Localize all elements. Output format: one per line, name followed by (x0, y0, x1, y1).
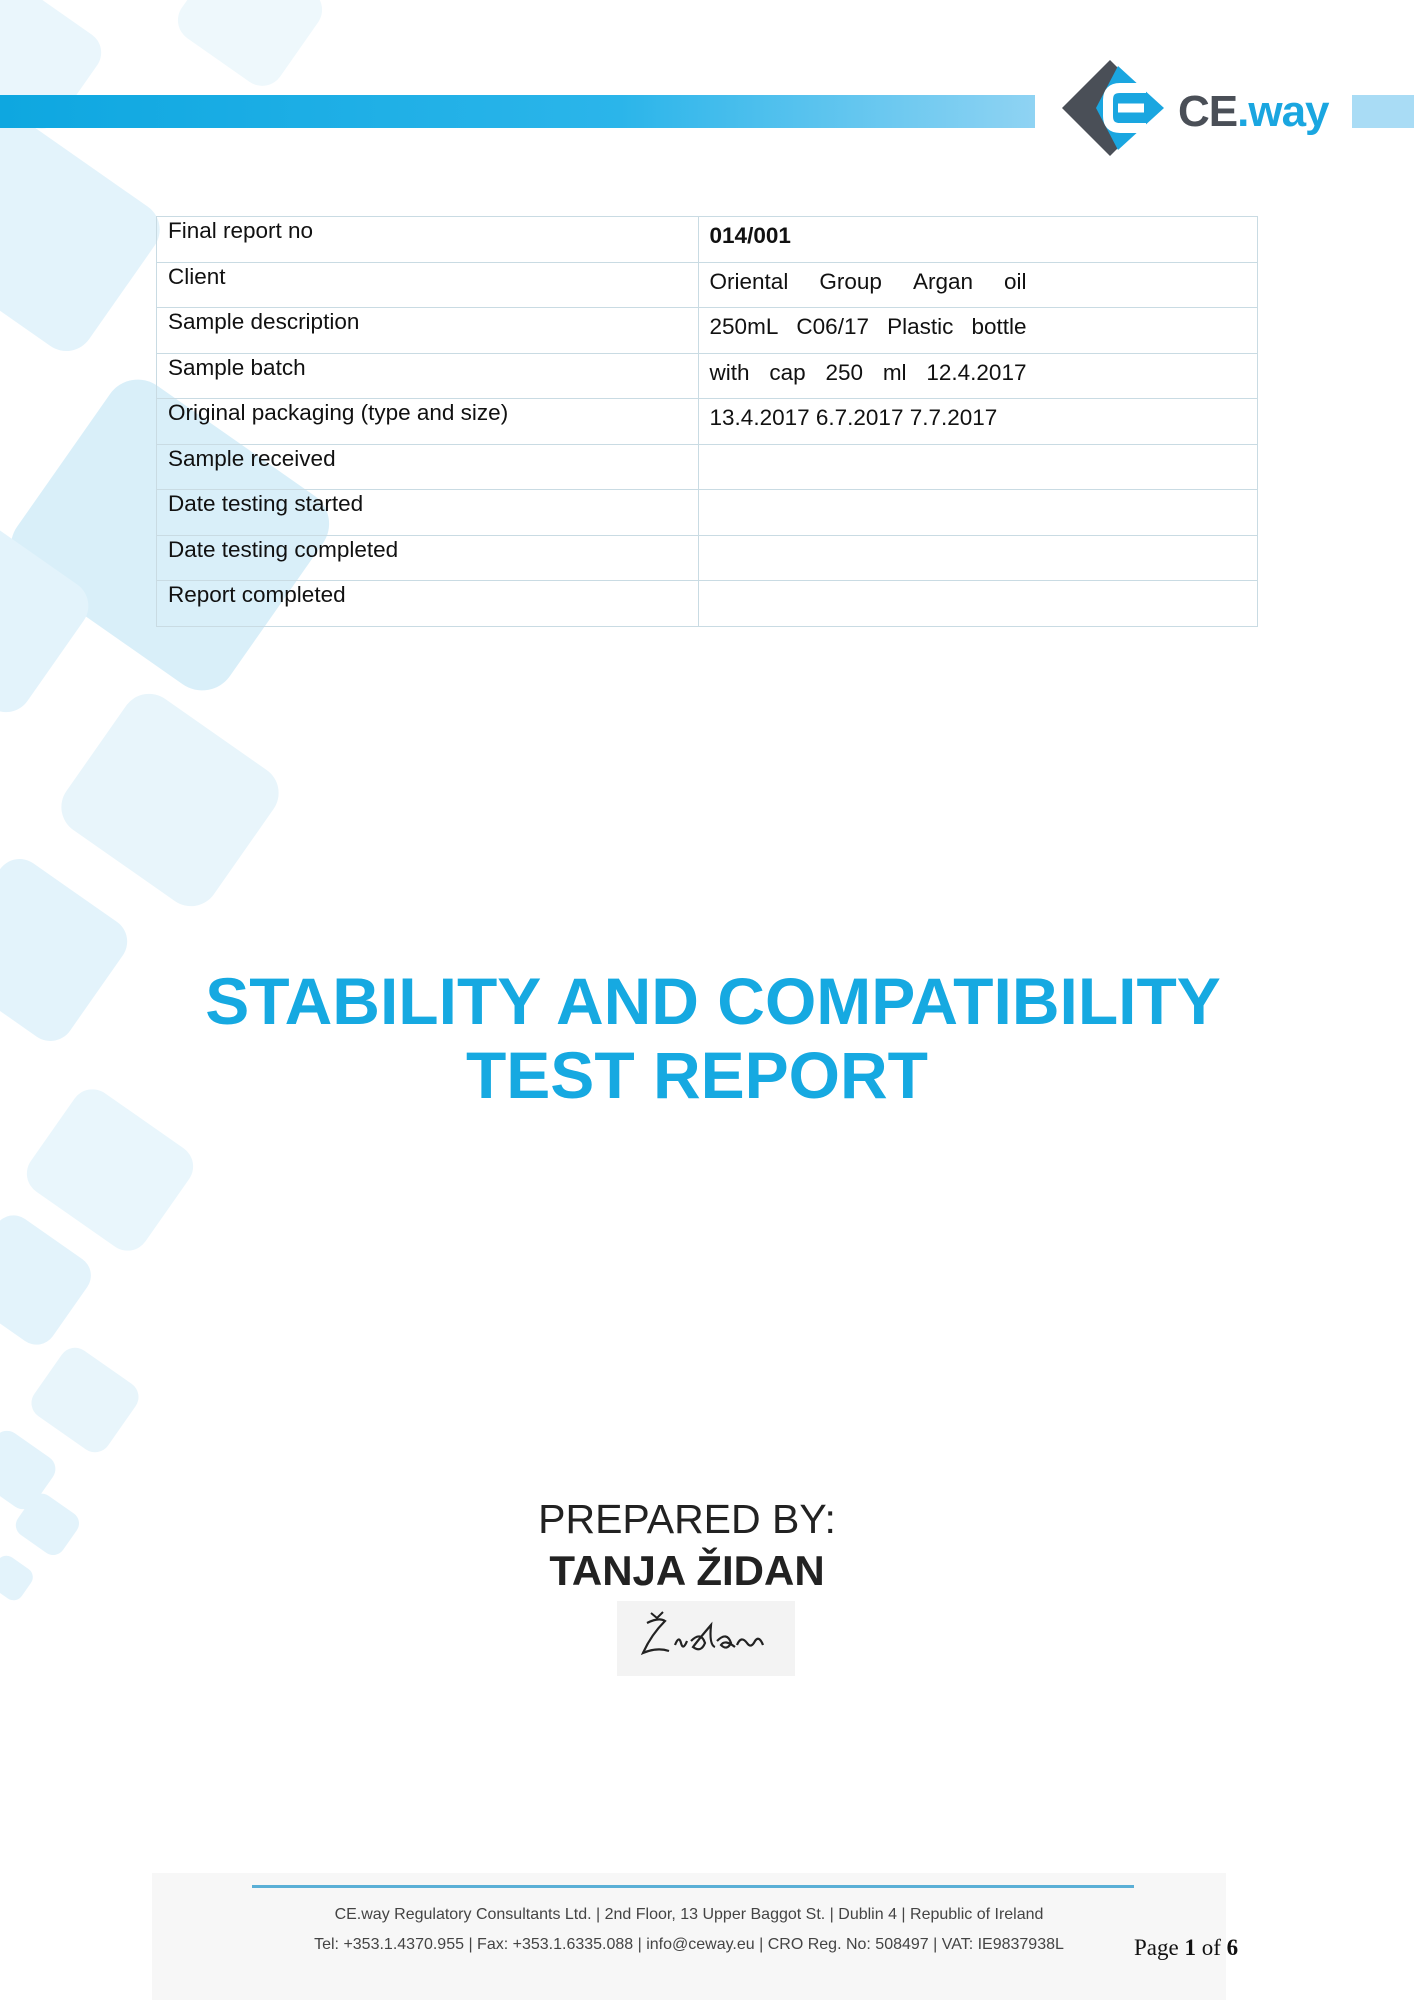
value-word: with (709, 359, 750, 385)
row-label: Date testing started (157, 490, 699, 536)
signature-image (617, 1601, 795, 1676)
table-row (157, 444, 1258, 490)
footer-divider (252, 1885, 1134, 1888)
sample-description-value (698, 308, 1257, 354)
row-label: Sample batch (157, 353, 699, 399)
value-word: oil (1004, 268, 1027, 294)
date-completed-value (698, 535, 1257, 581)
row-label: Report completed (157, 581, 699, 627)
ceway-logo-text (1178, 87, 1329, 137)
value-word: 250mL (709, 314, 779, 339)
value-word: Argan (912, 268, 973, 294)
value-word: C06/17 (796, 314, 869, 339)
logo-way: .way (1237, 87, 1329, 136)
sample-batch-value (698, 353, 1257, 399)
table-row (157, 217, 1258, 263)
client-value (698, 262, 1257, 308)
row-label: Client (157, 262, 699, 308)
report-title-line2: TEST REPORT (465, 1038, 929, 1112)
value-word: cap (769, 359, 806, 385)
header-bar (0, 95, 1035, 128)
value-word: 12.4.2017 (926, 359, 1027, 385)
row-label: Date testing completed (157, 535, 699, 581)
final-report-no-value: 014/001 (698, 217, 1257, 263)
report-info-table (156, 216, 1258, 627)
footer-contact: Tel: +353.1.4370.955 | Fax: +353.1.6335.088 | info@ceway.eu | CRO Reg. No: 508497 | VAT: IE9837938L (314, 1936, 1064, 1953)
header-bar-end (1352, 95, 1414, 128)
row-label: Final report no (157, 217, 699, 263)
row-label: Original packaging (type and size) (157, 399, 699, 445)
value-word: Plastic (887, 314, 954, 339)
table-row (157, 308, 1258, 354)
footer-address: CE.way Regulatory Consultants Ltd. | 2nd Floor, 13 Upper Baggot St. | Dublin 4 | Republic of Ireland (334, 1906, 1044, 1923)
page-total: 6 (1226, 1935, 1239, 1960)
row-label: Sample received (157, 444, 699, 490)
report-completed-value (698, 581, 1257, 627)
value-word: Group (819, 268, 882, 294)
table-row (157, 399, 1258, 445)
signature-icon (617, 1601, 795, 1676)
value-word: Oriental (709, 268, 789, 294)
preparer-name: TANJA ŽIDAN (549, 1547, 825, 1594)
table-row (157, 535, 1258, 581)
page-current: 1 (1184, 1935, 1196, 1960)
date-started-value (698, 490, 1257, 536)
table-row (157, 262, 1258, 308)
prepared-by-label: PREPARED BY: (538, 1496, 836, 1542)
page-number (1134, 1935, 1238, 1961)
packaging-value: 13.4.2017 6.7.2017 7.7.2017 (698, 399, 1257, 445)
table-row (157, 581, 1258, 627)
table-row (157, 353, 1258, 399)
value-word: ml (882, 359, 907, 385)
page-prefix: Page (1134, 1935, 1179, 1960)
value-word: bottle (971, 314, 1027, 339)
report-title-line1: STABILITY AND COMPATIBILITY (205, 964, 1221, 1038)
row-label: Sample description (157, 308, 699, 354)
page-of: of (1201, 1935, 1221, 1960)
sample-received-value (698, 444, 1257, 490)
table-row (157, 490, 1258, 536)
value-word: 250 (825, 359, 863, 385)
logo-ce: CE (1178, 87, 1238, 136)
